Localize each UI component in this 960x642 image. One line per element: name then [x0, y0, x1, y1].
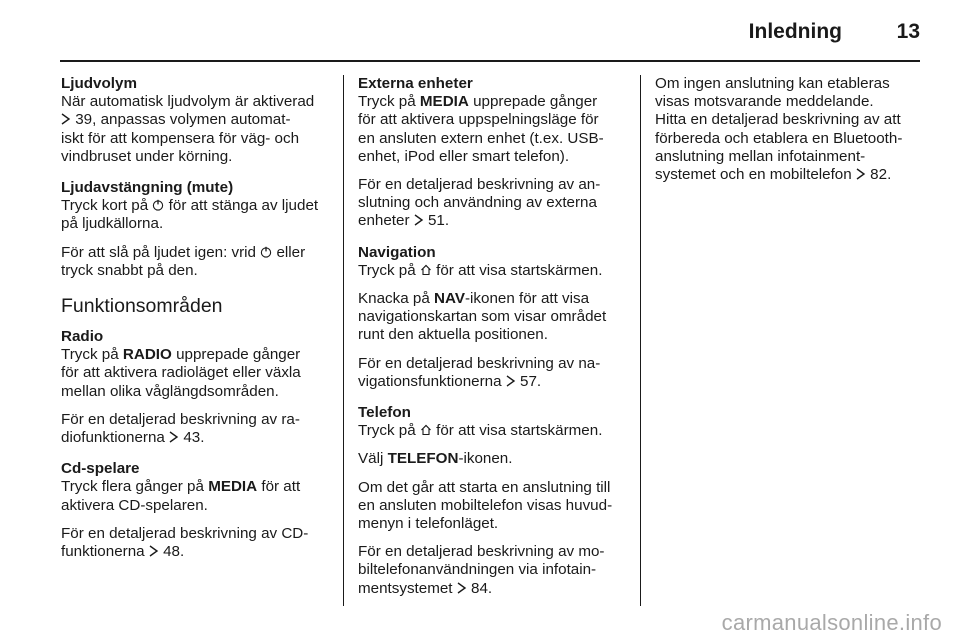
radio2-line: diofunktionerna 43.	[61, 429, 205, 447]
navigation2-line: Knacka på NAV-ikonen för att visa	[358, 290, 590, 308]
mute2-line: För att slå på ljudet igen: vrid eller	[61, 243, 306, 261]
column-divider-1	[343, 75, 344, 606]
bluetooth-line: Om ingen anslutning kan etableras	[655, 75, 890, 92]
home-icon	[420, 264, 432, 276]
telefon3-line: menyn i telefonläget.	[358, 515, 499, 533]
external2-line: enheter 51.	[358, 212, 450, 230]
cd2-line: För en detaljerad beskrivning av CD-	[61, 524, 309, 542]
home-icon	[420, 424, 432, 436]
navigation3-line: vigationsfunktionerna 57.	[358, 372, 542, 390]
navigation3-line: För en detaljerad beskrivning av na-	[358, 354, 601, 372]
radio-line: mellan olika våglängdsområden.	[61, 382, 279, 400]
ljudvolym-line: När automatisk ljudvolym är aktiverad	[61, 93, 315, 111]
ljudvolym-line: 39, anpassas volymen automat-	[61, 111, 331, 129]
bluetooth-line: förbereda och etablera en Bluetooth-	[655, 129, 903, 147]
power-knob-icon	[260, 246, 272, 258]
ljudvolym-line: iskt för att kompensera för väg- och	[61, 129, 300, 147]
external2-line: slutning och användning av externa	[358, 194, 597, 212]
mute-line: Tryck kort på för att stänga av ljudet	[61, 197, 319, 215]
navigation2-line: navigationskartan som visar området	[358, 308, 607, 326]
telefon4-line: För en detaljerad beskrivning av mo-	[358, 543, 605, 561]
external-line: Tryck på MEDIA upprepade gånger	[358, 93, 598, 111]
cd-heading: Cd-spelare	[61, 460, 140, 478]
navigation2-line: runt den aktuella positionen.	[358, 326, 548, 344]
section-title: Funktionsområden	[61, 295, 223, 318]
external-heading: Externa enheter	[358, 75, 473, 92]
bluetooth-line: visas motsvarande meddelande.	[655, 93, 874, 111]
page-reference-icon	[414, 214, 424, 226]
page-reference-icon	[61, 113, 71, 125]
ljudvolym-heading: Ljudvolym	[61, 75, 137, 92]
page-header	[0, 0, 960, 62]
column-2	[358, 75, 630, 598]
cd-line: aktivera CD-spelaren.	[61, 496, 208, 514]
telefon-line: Tryck på för att visa startskärmen.	[358, 422, 603, 440]
radio-line: för att aktivera radioläget eller växla	[61, 364, 301, 382]
external-line: en ansluten extern enhet (t.ex. USB-	[358, 129, 604, 147]
telefon4-line: mentsystemet 84.	[358, 579, 493, 597]
bluetooth-line: anslutning mellan infotainment-	[655, 147, 866, 165]
cd-line: Tryck flera gånger på MEDIA för att	[61, 478, 301, 496]
column-divider-2	[640, 75, 641, 606]
navigation-line: Tryck på för att visa startskärmen.	[358, 261, 603, 279]
watermark: carmanualsonline.info	[721, 610, 942, 635]
page-reference-icon	[506, 375, 516, 387]
radio-line: Tryck på RADIO upprepade gånger	[61, 346, 301, 364]
external-line: för att aktivera uppspelningsläge för	[358, 111, 599, 129]
external-line: enhet, iPod eller smart telefon).	[358, 147, 570, 165]
telefon4-line: biltelefonanvändningen via infotain-	[358, 561, 597, 579]
page-reference-icon	[169, 431, 179, 443]
page-title: Inledning	[748, 20, 842, 43]
mute2-line: tryck snabbt på den.	[61, 261, 198, 279]
telefon3-line: en ansluten mobiltelefon visas huvud-	[358, 496, 613, 514]
cd2-line: funktionerna 48.	[61, 543, 185, 561]
telefon-heading: Telefon	[358, 404, 411, 422]
power-knob-icon	[152, 199, 164, 211]
bluetooth-line: Hitta en detaljerad beskrivning av att	[655, 111, 901, 129]
radio2-line: För en detaljerad beskrivning av ra-	[61, 410, 300, 428]
page-reference-icon	[856, 168, 866, 180]
ljudvolym-line: vindbruset under körning.	[61, 147, 233, 165]
column-1	[61, 75, 331, 561]
header-rule	[60, 60, 920, 62]
radio-heading: Radio	[61, 328, 104, 346]
mute-line: på ljudkällorna.	[61, 215, 164, 233]
column-3	[655, 75, 930, 184]
page-number: 13	[896, 20, 920, 43]
telefon3-line: Om det går att starta en anslutning till	[358, 478, 611, 496]
page-reference-icon	[149, 545, 159, 557]
mute-heading: Ljudavstängning (mute)	[61, 179, 234, 197]
navigation-heading: Navigation	[358, 243, 436, 261]
page-reference-icon	[457, 582, 467, 594]
telefon2-line: Välj TELEFON-ikonen.	[358, 450, 513, 468]
bluetooth-line: systemet och en mobiltelefon 82.	[655, 166, 892, 184]
external2-line: För en detaljerad beskrivning av an-	[358, 176, 601, 194]
